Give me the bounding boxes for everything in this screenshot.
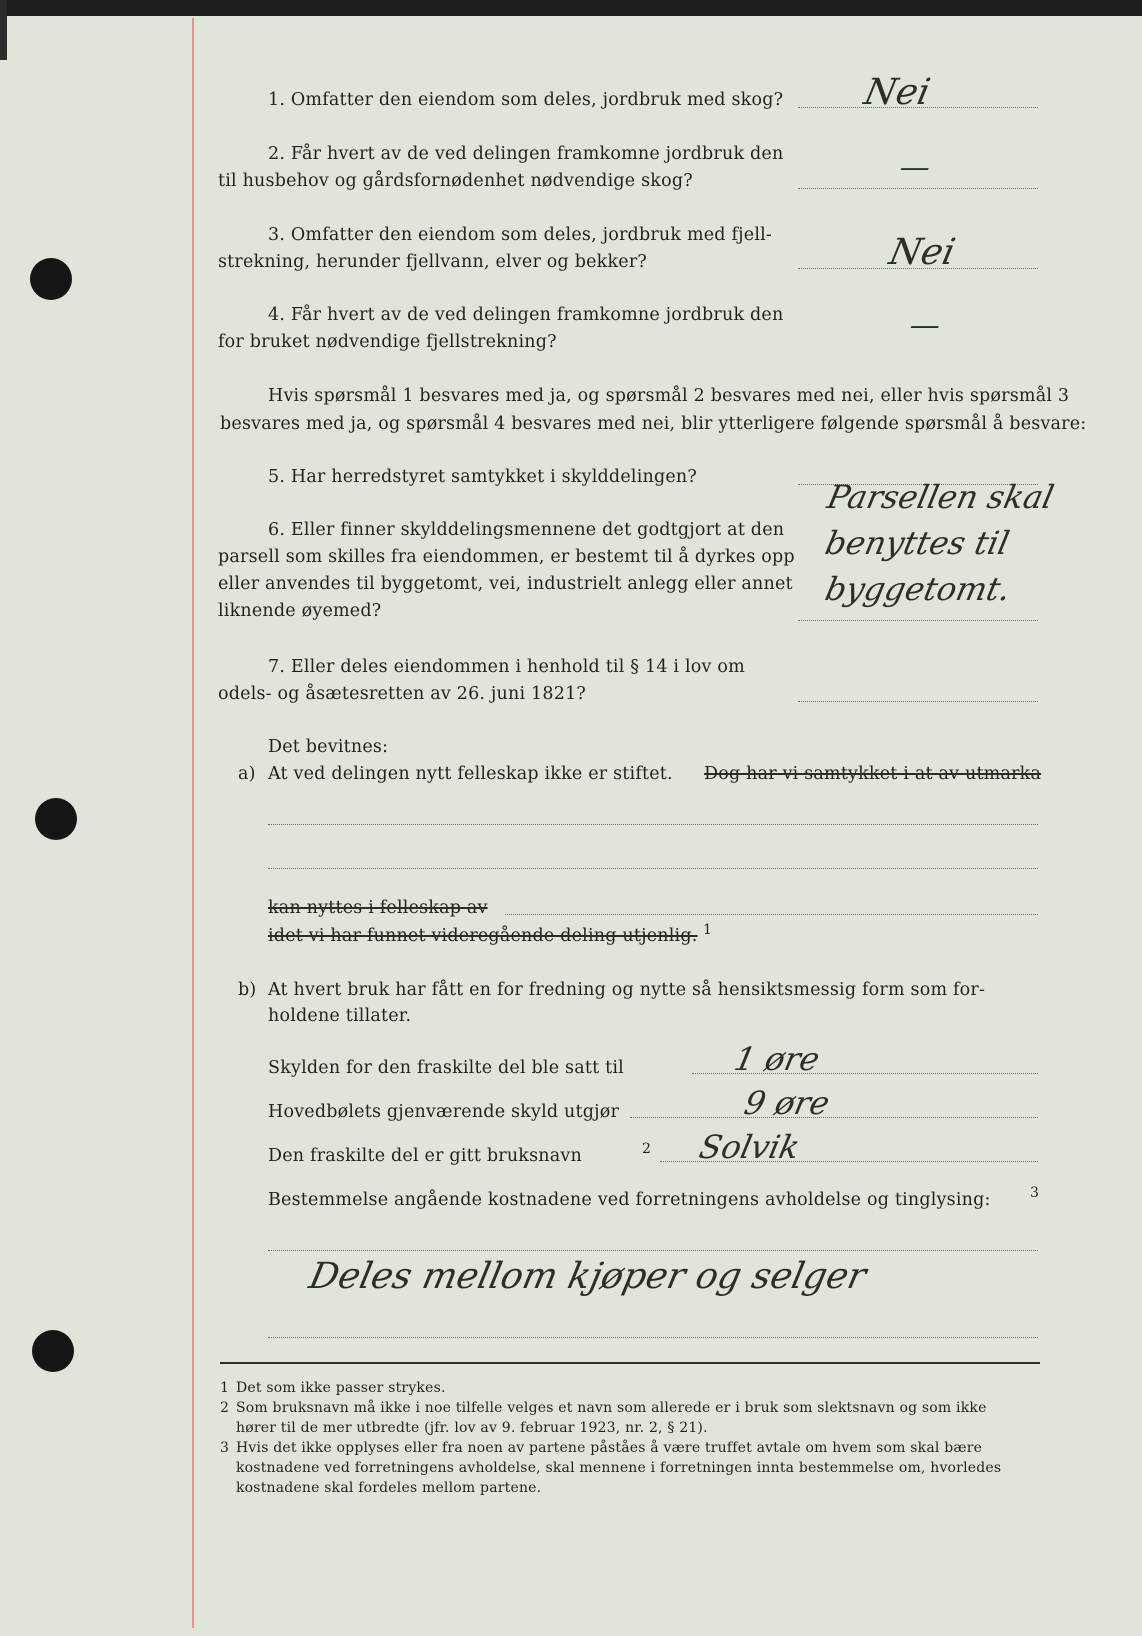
- question-3-line-1: 3. Omfatter den eiendom som deles, jordbruk med fjell-: [268, 225, 773, 245]
- question-4-line-2: for bruket nødvendige fjellstrekning?: [218, 332, 557, 352]
- answer-5-6-line-3: byggetomt.: [821, 570, 1015, 608]
- skyld-value: 1 øre: [730, 1040, 824, 1078]
- footnote-1: Det som ikke passer strykes.: [236, 1380, 446, 1396]
- attest-a-text: At ved delingen nytt felleskap ikke er stiftet.: [268, 764, 673, 784]
- hovedbol-label: Hovedbølets gjenværende skyld utgjør: [268, 1102, 620, 1122]
- blank-line: [268, 1337, 1038, 1338]
- bruksnavn-label: Den fraskilte del er gitt bruksnavn: [268, 1146, 582, 1166]
- footnote-1-number: 1: [220, 1380, 230, 1396]
- attest-a-struck-text: Dog har vi samtykket i at av utmarka: [704, 764, 1042, 784]
- question-7-line-1: 7. Eller deles eiendommen i henhold til § 14 i lov om: [268, 657, 745, 677]
- question-4-line-1: 4. Får hvert av de ved delingen framkomne jordbruk den: [268, 305, 784, 325]
- answer-line: [798, 620, 1038, 621]
- scan-left-edge: [0, 0, 7, 60]
- footnote-3-line-1: Hvis det ikke opplyses eller fra noen av partene påståes å være truffet avtale om hvem som skal bære: [236, 1440, 983, 1456]
- footnote-3-number: 3: [220, 1440, 230, 1456]
- question-1: 1. Omfatter den eiendom som deles, jordbruk med skog?: [268, 90, 784, 110]
- attest-a-struck-text-2: kan nyttes i felleskap av: [268, 898, 488, 918]
- question-6-line-4: liknende øyemed?: [218, 601, 382, 621]
- question-6-line-2: parsell som skilles fra eiendommen, er bestemt til å dyrkes opp: [218, 547, 795, 567]
- intro-line-2: besvares med ja, og spørsmål 4 besvares med nei, blir ytterligere følgende spørsmål å besvare:: [220, 414, 1087, 434]
- blank-line: [268, 824, 1038, 825]
- blank-line: [268, 868, 1038, 869]
- question-3-line-2: strekning, herunder fjellvann, elver og bekker?: [218, 252, 647, 272]
- attest-heading: Det bevitnes:: [268, 737, 389, 757]
- footnote-2-number: 2: [220, 1400, 230, 1416]
- attest-b-line-2: holdene tillater.: [268, 1006, 412, 1026]
- bruksnavn-value: Solvik: [695, 1128, 804, 1166]
- answer-3: Nei: [885, 232, 959, 273]
- footnote-3-line-3: kostnadene skal fordeles mellom partene.: [236, 1480, 542, 1496]
- question-2-line-1: 2. Får hvert av de ved delingen framkomne jordbruk den: [268, 144, 784, 164]
- blank-line: [505, 914, 1038, 915]
- attest-a-label: a): [238, 764, 256, 784]
- footnote-ref-3: 3: [1030, 1185, 1040, 1201]
- attest-b-line-1: At hvert bruk har fått en for fredning og nytte så hensiktsmessig form som for-: [268, 980, 986, 1000]
- question-2-line-2: til husbehov og gårdsfornødenhet nødvendige skog?: [218, 171, 693, 191]
- answer-4: —: [906, 308, 944, 343]
- attest-a-struck-text-3: idet vi har funnet videregående deling utjenlig.: [268, 926, 698, 946]
- footnote-ref-2: 2: [642, 1141, 652, 1157]
- answer-5-6-line-2: benyttes til: [821, 524, 1013, 562]
- question-5: 5. Har herredstyret samtykket i skylddelingen?: [268, 467, 697, 487]
- punch-hole-icon: [35, 798, 77, 840]
- intro-line-1: Hvis spørsmål 1 besvares med ja, og spørsmål 2 besvares med nei, eller hvis spørsmål 3: [268, 386, 1070, 406]
- attest-b-label: b): [238, 980, 257, 1000]
- kostnad-value: Deles mellom kjøper og selger: [305, 1256, 870, 1297]
- footnote-2-line-2: hører til de mer utbredte (jfr. lov av 9. februar 1923, nr. 2, § 21).: [236, 1420, 708, 1436]
- answer-1: Nei: [860, 72, 934, 113]
- question-6-line-3: eller anvendes til byggetomt, vei, industrielt anlegg eller annet: [218, 574, 793, 594]
- blank-line: [268, 1250, 1038, 1251]
- answer-line: [798, 701, 1038, 702]
- footnote-3-line-2: kostnadene ved forretningens avholdelse, skal mennene i forretningen innta bestemmelse om, hvorledes: [236, 1460, 1002, 1476]
- question-6-line-1: 6. Eller finner skylddelingsmennene det godtgjort at den: [268, 520, 785, 540]
- footnote-separator: [220, 1362, 1040, 1364]
- answer-2: —: [896, 150, 934, 185]
- punch-hole-icon: [30, 258, 72, 300]
- skyld-label: Skylden for den fraskilte del ble satt til: [268, 1058, 624, 1078]
- footnote-ref-1: 1: [703, 922, 713, 938]
- kostnad-label: Bestemmelse angående kostnadene ved forretningens avholdelse og tinglysing:: [268, 1190, 991, 1210]
- answer-line: [630, 1117, 1038, 1118]
- answer-5-6-line-1: Parsellen skal: [823, 478, 1058, 516]
- answer-line: [798, 188, 1038, 189]
- margin-line: [192, 18, 194, 1628]
- scan-top-edge: [0, 0, 1142, 16]
- punch-hole-icon: [32, 1330, 74, 1372]
- footnote-2-line-1: Som bruksnavn må ikke i noe tilfelle velges et navn som allerede er i bruk som slektsnavn og som ikke: [236, 1400, 987, 1416]
- hovedbol-value: 9 øre: [740, 1084, 834, 1122]
- question-7-line-2: odels- og åsætesretten av 26. juni 1821?: [218, 684, 586, 704]
